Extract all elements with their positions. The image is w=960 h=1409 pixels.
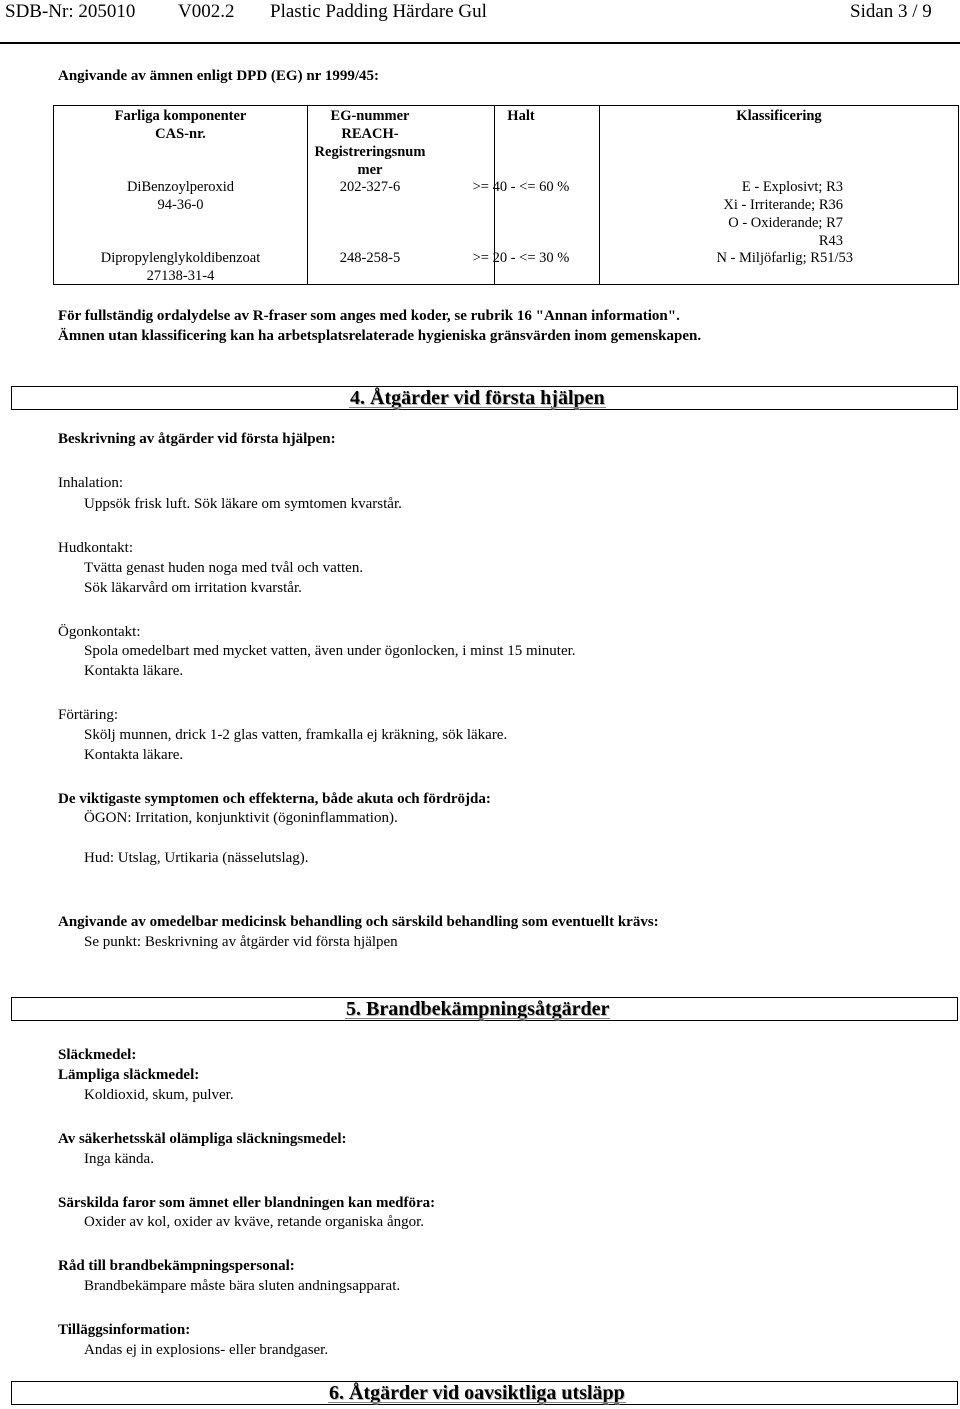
section-5-title: 5. Brandbekämpningsåtgärder — [346, 998, 610, 1020]
inhalation-text: Uppsök frisk luft. Sök läkare om symtomen kvarstår. — [84, 496, 402, 512]
classification: E - Explosivt; R3 Xi - Irriterande; R36 O - Oxiderande; R7 R43 — [723, 179, 843, 249]
unsuitable-media-heading: Av säkerhetsskäl olämpliga släckningsmedel: — [58, 1131, 347, 1147]
concentration: >= 20 - <= 30 % — [472, 250, 570, 266]
section-6-title: 6. Åtgärder vid oavsiktliga utsläpp — [329, 1382, 625, 1404]
components-table — [53, 105, 959, 285]
eye-contact-text: Kontakta läkare. — [84, 663, 184, 679]
additional-info-text: Andas ej in explosions- eller brandgaser. — [84, 1342, 329, 1358]
classification: N - Miljöfarlig; R51/53 — [716, 250, 853, 266]
symptoms-text: ÖGON: Irritation, konjunktivit (ögoninflammation). — [84, 810, 398, 826]
column-header-halt: Halt — [507, 108, 535, 124]
eye-contact-text: Spola omedelbart med mycket vatten, även under ögonlocken, i minst 15 minuter. — [84, 643, 576, 659]
components-heading: Angivande av ämnen enligt DPD (EG) nr 1999/45: — [58, 68, 379, 84]
product-name: Plastic Padding Härdare Gul — [270, 1, 487, 22]
suitable-media-heading: Lämpliga släckmedel: — [58, 1067, 200, 1083]
treatment-heading: Angivande av omedelbar medicinsk behandling och särskild behandling som eventuellt krävs: — [58, 914, 659, 930]
table-row — [54, 178, 307, 214]
inhalation-label: Inhalation: — [58, 475, 123, 491]
eye-contact-label: Ögonkontakt: — [58, 624, 141, 640]
cas-number: 94-36-0 — [157, 197, 204, 213]
firefighter-advice-heading: Råd till brandbekämpningspersonal: — [58, 1258, 295, 1274]
sdb-number: SDB-Nr: 205010 — [5, 1, 136, 22]
component-name: Dipropylenglykoldibenzoat — [100, 250, 261, 266]
classification-note: Ämnen utan klassificering kan ha arbetsplatsrelaterade hygieniska gränsvärden inom gemenskapen. — [58, 328, 702, 344]
column-header-eg-number: EG-nummer REACH- Registreringsnum mer — [314, 108, 426, 178]
skin-contact-text: Tvätta genast huden noga med tvål och vatten. — [84, 560, 364, 576]
ingestion-text: Skölj munnen, drick 1-2 glas vatten, framkalla ej kräkning, sök läkare. — [84, 727, 508, 743]
column-header-components: Farliga komponenter CAS-nr. — [114, 108, 247, 142]
header-rule — [0, 42, 960, 44]
extinguishing-media-heading: Släckmedel: — [58, 1047, 137, 1063]
table-divider — [599, 106, 600, 284]
eg-number: 202-327-6 — [339, 179, 401, 195]
component-name: DiBenzoylperoxid — [126, 179, 235, 195]
page-number: Sidan 3 / 9 — [850, 1, 932, 22]
suitable-media-text: Koldioxid, skum, pulver. — [84, 1087, 234, 1103]
concentration: >= 40 - <= 60 % — [472, 179, 570, 195]
cas-number: 27138-31-4 — [146, 268, 215, 284]
special-hazards-heading: Särskilda faror som ämnet eller blandningen kan medföra: — [58, 1195, 436, 1211]
ingestion-label: Förtäring: — [58, 707, 118, 723]
version: V002.2 — [178, 1, 235, 22]
treatment-text: Se punkt: Beskrivning av åtgärder vid första hjälpen — [84, 934, 398, 950]
symptoms-heading: De viktigaste symptomen och effekterna, både akuta och fördröjda: — [58, 791, 491, 807]
table-row — [54, 249, 307, 285]
ingestion-text: Kontakta läkare. — [84, 747, 184, 763]
unsuitable-media-text: Inga kända. — [84, 1151, 154, 1167]
r-phrase-note: För fullständig ordalydelse av R-fraser som anges med koder, se rubrik 16 "Annan information". — [58, 308, 680, 324]
skin-contact-label: Hudkontakt: — [58, 540, 133, 556]
symptoms-text: Hud: Utslag, Urtikaria (nässelutslag). — [84, 850, 309, 866]
firefighter-advice-text: Brandbekämpare måste bära sluten andningsapparat. — [84, 1278, 401, 1294]
additional-info-heading: Tilläggsinformation: — [58, 1322, 191, 1338]
eg-number: 248-258-5 — [339, 250, 401, 266]
skin-contact-text: Sök läkarvård om irritation kvarstår. — [84, 580, 302, 596]
column-header-klassificering: Klassificering — [736, 108, 822, 124]
special-hazards-text: Oxider av kol, oxider av kväve, retande organiska ångor. — [84, 1214, 425, 1230]
section-4-title: 4. Åtgärder vid första hjälpen — [350, 387, 605, 409]
first-aid-heading: Beskrivning av åtgärder vid första hjälpen: — [58, 431, 336, 447]
